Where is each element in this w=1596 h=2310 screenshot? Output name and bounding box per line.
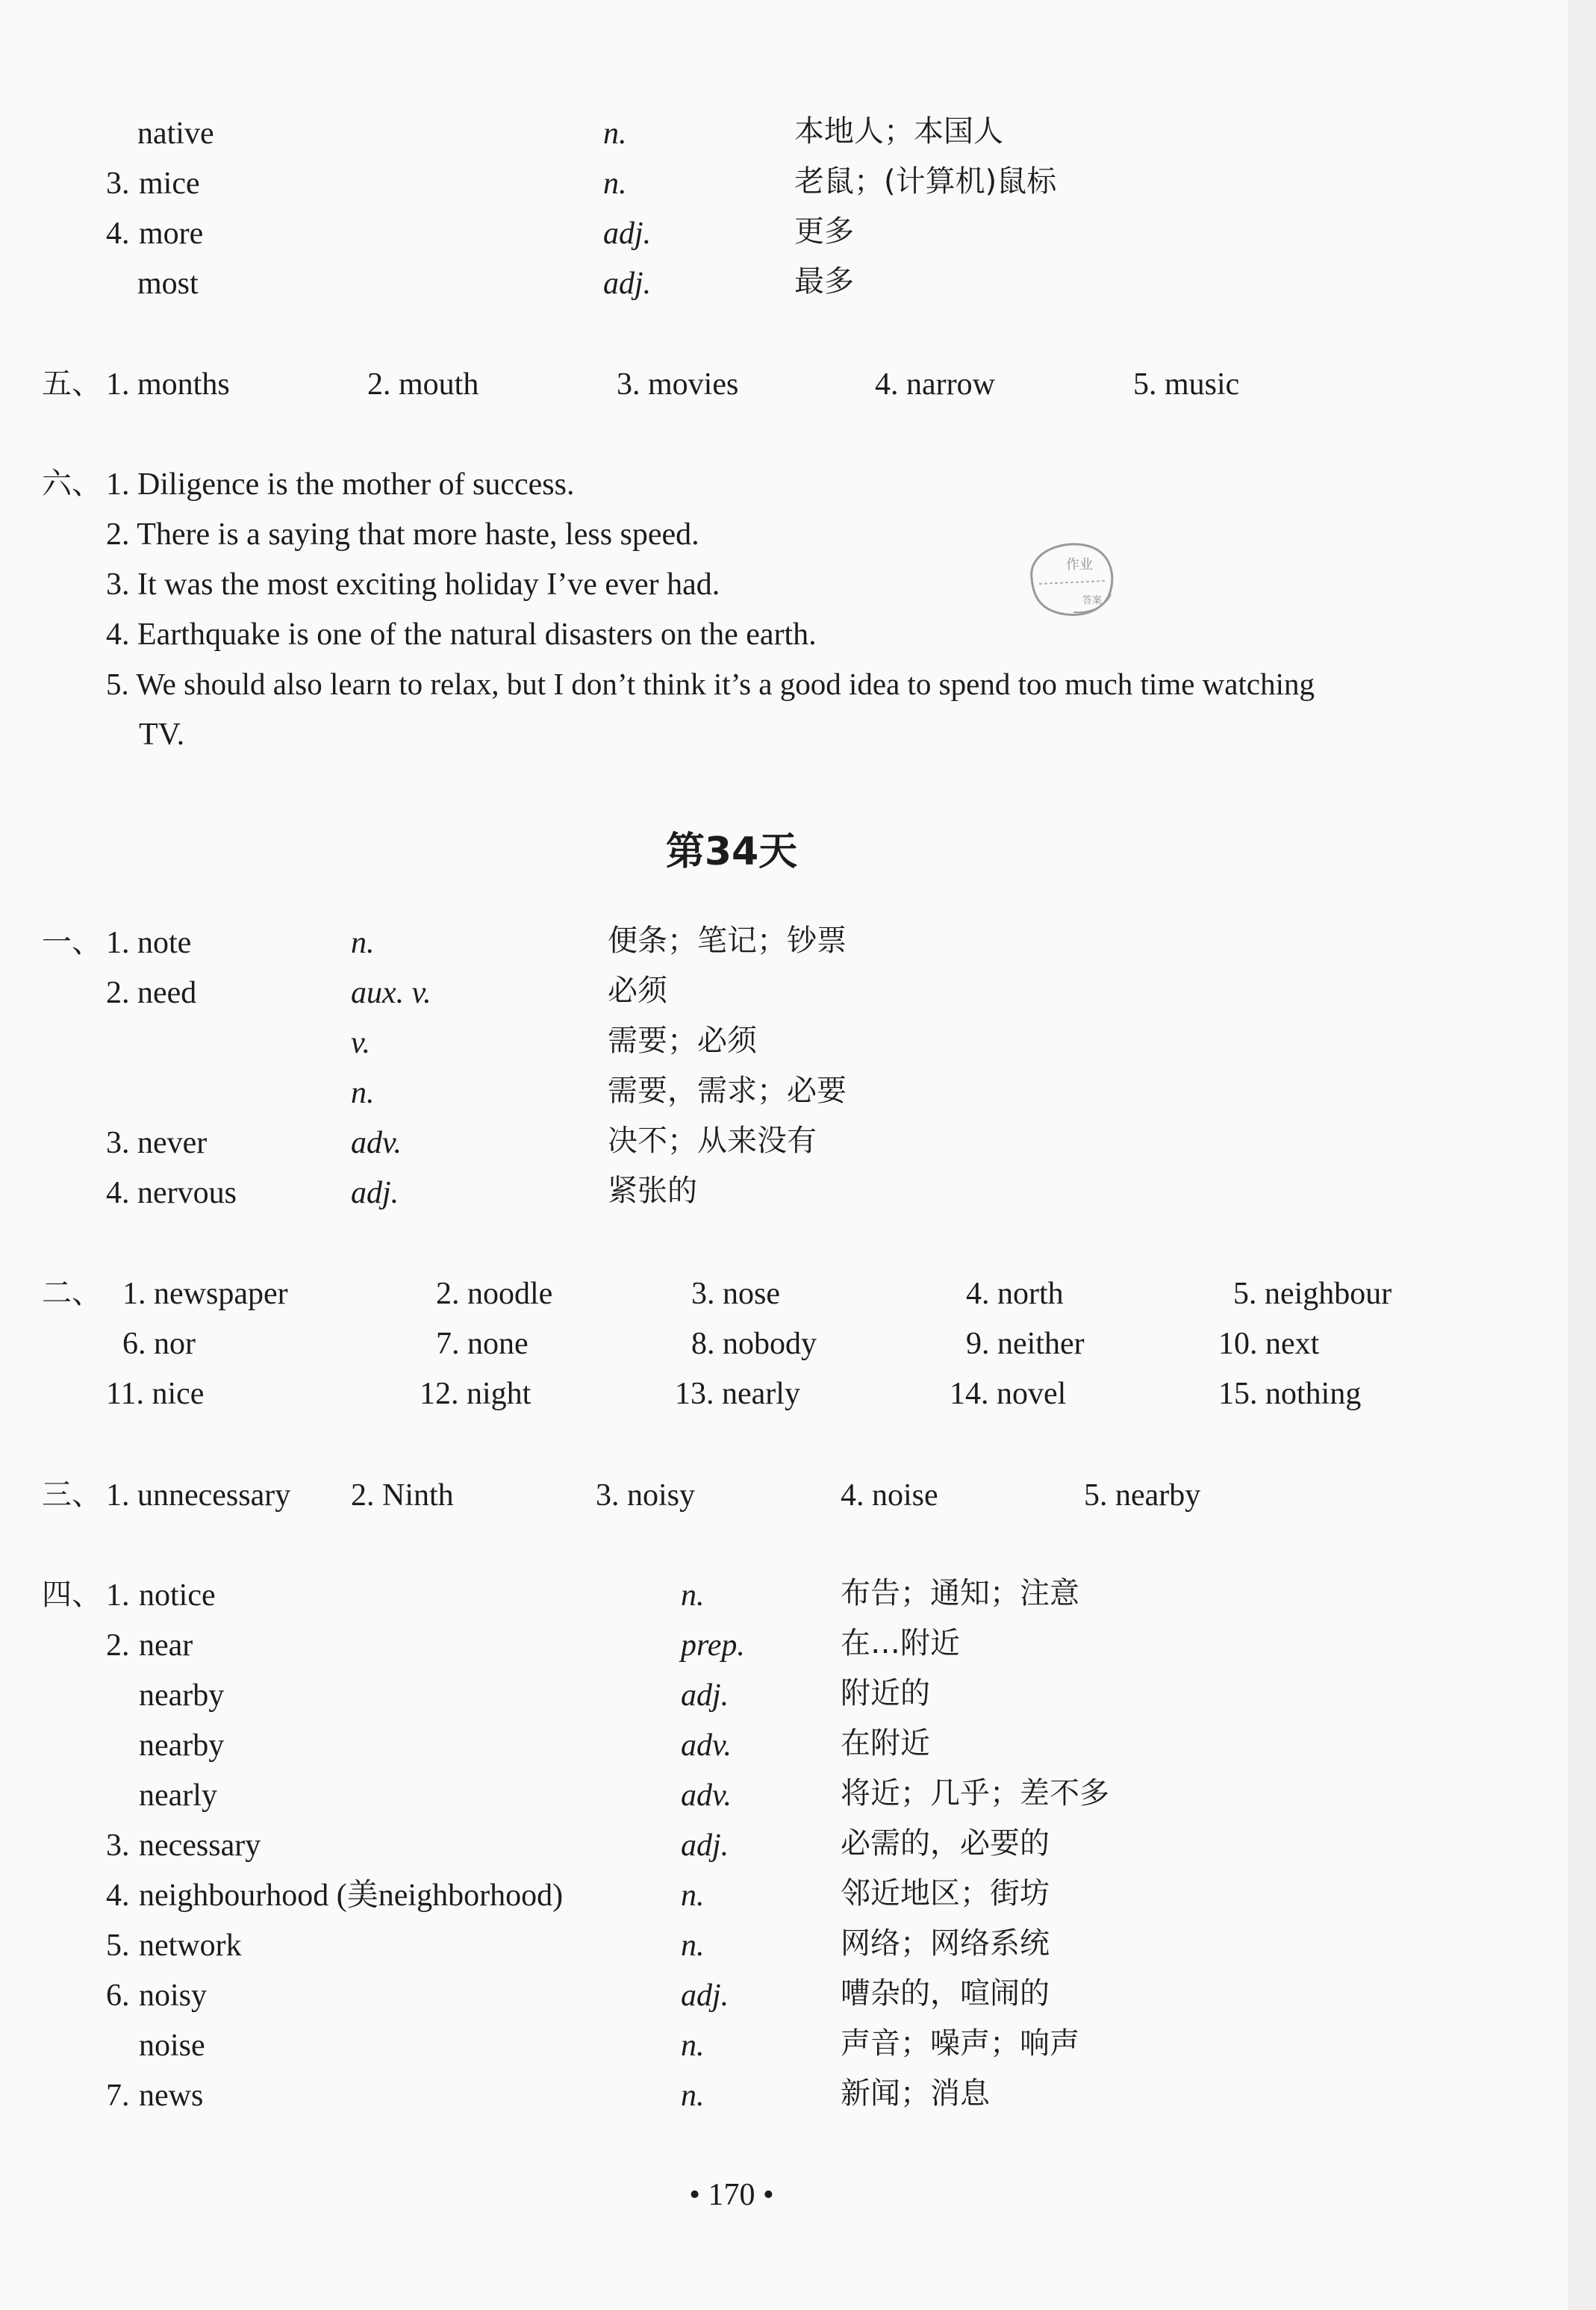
s4-word-8: noisy bbox=[139, 1979, 208, 2013]
s1-pos-4: adv. bbox=[351, 1126, 402, 1160]
s4-num-0: 1. bbox=[106, 1578, 130, 1613]
s2-item-4: 5. neighbour bbox=[1233, 1277, 1392, 1311]
s1-pos-5: adj. bbox=[351, 1176, 399, 1210]
s4-num-1: 2. bbox=[106, 1628, 130, 1663]
s2-item-11: 12. night bbox=[420, 1377, 532, 1411]
s4-num-7: 5. bbox=[106, 1928, 130, 1963]
cont-num-2: 4. bbox=[106, 217, 130, 251]
s2-item-10: 11. nice bbox=[106, 1377, 205, 1411]
s1-word-1: need bbox=[137, 976, 197, 1010]
wu-item-0: 1. months bbox=[106, 367, 230, 402]
s2-item-9: 10. next bbox=[1218, 1327, 1320, 1361]
cont-pos-3: adj. bbox=[603, 267, 652, 301]
liu-sentence-2: 3. It was the most exciting holiday I’ve ever had. bbox=[106, 567, 720, 602]
s4-meaning-3: 在附近 bbox=[841, 1726, 930, 1760]
cont-pos-1: n. bbox=[603, 166, 627, 201]
s4-pos-4: adv. bbox=[681, 1778, 732, 1813]
s3-item-1: 2. Ninth bbox=[351, 1478, 454, 1513]
s4-pos-10: n. bbox=[681, 2079, 705, 2113]
liu-sentence-3: 4. Earthquake is one of the natural disasters on the earth. bbox=[106, 617, 817, 652]
s3-item-3: 4. noise bbox=[841, 1478, 938, 1513]
paper-edge bbox=[1568, 0, 1596, 2310]
s4-word-9: noise bbox=[139, 2029, 205, 2063]
liu-sentence-1: 2. There is a saying that more haste, less speed. bbox=[106, 517, 699, 552]
section-liu-label: 六、 bbox=[42, 467, 102, 501]
s4-meaning-7: 网络；网络系统 bbox=[841, 1926, 1050, 1961]
cont-meaning-0: 本地人；本国人 bbox=[794, 114, 1003, 149]
cont-word-2: more bbox=[139, 217, 204, 251]
cont-word-0: native bbox=[137, 116, 214, 151]
s1-meaning-1: 必须 bbox=[608, 974, 667, 1008]
s1-meaning-0: 便条；笔记；钞票 bbox=[608, 924, 847, 958]
s1-meaning-3: 需要，需求；必要 bbox=[608, 1074, 847, 1108]
s3-item-2: 3. noisy bbox=[596, 1478, 696, 1513]
s1-meaning-2: 需要；必须 bbox=[608, 1024, 757, 1058]
s4-word-6: neighbourhood (美neighborhood) bbox=[139, 1878, 564, 1913]
s4-pos-7: n. bbox=[681, 1928, 705, 1963]
s4-meaning-0: 布告；通知；注意 bbox=[841, 1576, 1079, 1610]
s1-num-0: 1. bbox=[106, 926, 130, 960]
s4-meaning-10: 新闻；消息 bbox=[841, 2076, 990, 2111]
s4-word-5: necessary bbox=[139, 1828, 261, 1863]
wu-item-4: 5. music bbox=[1133, 367, 1240, 402]
s4-num-8: 6. bbox=[106, 1979, 130, 2013]
s4-pos-0: n. bbox=[681, 1578, 705, 1613]
s2-item-1: 2. noodle bbox=[436, 1277, 553, 1311]
s2-item-14: 15. nothing bbox=[1218, 1377, 1362, 1411]
s2-label: 二、 bbox=[42, 1276, 102, 1310]
wu-item-2: 3. movies bbox=[617, 367, 739, 402]
s1-meaning-5: 紧张的 bbox=[608, 1174, 697, 1208]
s4-word-2: nearby bbox=[139, 1678, 225, 1713]
wu-item-1: 2. mouth bbox=[367, 367, 479, 402]
s4-meaning-2: 附近的 bbox=[841, 1676, 930, 1710]
cont-meaning-1: 老鼠；(计算机)鼠标 bbox=[794, 164, 1057, 199]
s1-pos-2: v. bbox=[351, 1026, 371, 1060]
cont-num-1: 3. bbox=[106, 166, 130, 201]
s2-item-6: 7. none bbox=[436, 1327, 529, 1361]
s1-pos-3: n. bbox=[351, 1076, 375, 1110]
cont-meaning-2: 更多 bbox=[794, 214, 854, 249]
s4-pos-5: adj. bbox=[681, 1828, 729, 1863]
s4-num-10: 7. bbox=[106, 2079, 130, 2113]
stamp-text-top: 作业 bbox=[1066, 557, 1093, 573]
s4-pos-6: n. bbox=[681, 1878, 705, 1913]
s4-num-5: 3. bbox=[106, 1828, 130, 1863]
s4-word-10: news bbox=[139, 2079, 204, 2113]
page-number: • 170 • bbox=[689, 2178, 774, 2212]
s4-word-0: notice bbox=[139, 1578, 216, 1613]
s4-pos-1: prep. bbox=[681, 1628, 745, 1663]
s1-num-1: 2. bbox=[106, 976, 130, 1010]
s3-label: 三、 bbox=[42, 1478, 102, 1512]
section-wu-label: 五、 bbox=[42, 367, 102, 401]
s4-pos-3: adv. bbox=[681, 1728, 732, 1763]
s4-word-7: network bbox=[139, 1928, 242, 1963]
s2-item-3: 4. north bbox=[966, 1277, 1064, 1311]
cont-word-3: most bbox=[137, 267, 199, 301]
cont-meaning-3: 最多 bbox=[794, 264, 854, 299]
s4-meaning-9: 声音；噪声；响声 bbox=[841, 2026, 1079, 2061]
liu-sentence-0: 1. Diligence is the mother of success. bbox=[106, 467, 575, 502]
wu-item-3: 4. narrow bbox=[875, 367, 995, 402]
s1-num-4: 3. bbox=[106, 1126, 130, 1160]
s1-label: 一、 bbox=[42, 925, 102, 959]
liu-sentence-4: 5. We should also learn to relax, but I don’t think it’s a good idea to spend too much time watching bbox=[106, 667, 1315, 701]
s2-item-5: 6. nor bbox=[122, 1327, 196, 1361]
s1-word-4: never bbox=[137, 1126, 208, 1160]
s1-word-0: note bbox=[137, 926, 192, 960]
s4-word-1: near bbox=[139, 1628, 193, 1663]
cont-pos-2: adj. bbox=[603, 217, 652, 251]
cont-word-1: mice bbox=[139, 166, 200, 201]
s4-meaning-6: 邻近地区；街坊 bbox=[841, 1876, 1050, 1911]
s2-item-7: 8. nobody bbox=[691, 1327, 817, 1361]
s1-pos-1: aux. v. bbox=[351, 976, 431, 1010]
s1-pos-0: n. bbox=[351, 926, 375, 960]
liu-sentence-4-cont: TV. bbox=[139, 717, 185, 752]
day-title: 第34天 bbox=[665, 829, 798, 874]
s3-item-4: 5. nearby bbox=[1084, 1478, 1201, 1513]
watermark-stamp bbox=[1021, 538, 1120, 620]
s2-item-0: 1. newspaper bbox=[122, 1277, 288, 1311]
s3-item-0: 1. unnecessary bbox=[106, 1478, 291, 1513]
s2-item-2: 3. nose bbox=[691, 1277, 780, 1311]
cont-pos-0: n. bbox=[603, 116, 627, 151]
s4-pos-8: adj. bbox=[681, 1979, 729, 2013]
s1-num-5: 4. bbox=[106, 1176, 130, 1210]
s2-item-8: 9. neither bbox=[966, 1327, 1085, 1361]
s2-item-12: 13. nearly bbox=[675, 1377, 800, 1411]
s4-label: 四、 bbox=[42, 1578, 102, 1612]
s4-pos-2: adj. bbox=[681, 1678, 729, 1713]
s4-meaning-4: 将近；几乎；差不多 bbox=[841, 1776, 1109, 1811]
s4-word-4: nearly bbox=[139, 1778, 217, 1813]
stamp-text-bottom: 答案 bbox=[1082, 595, 1103, 606]
s4-pos-9: n. bbox=[681, 2029, 705, 2063]
s4-meaning-1: 在…附近 bbox=[841, 1626, 960, 1660]
s1-word-5: nervous bbox=[137, 1176, 237, 1210]
s4-num-6: 4. bbox=[106, 1878, 130, 1913]
s2-item-13: 14. novel bbox=[950, 1377, 1067, 1411]
s1-meaning-4: 决不；从来没有 bbox=[608, 1124, 817, 1158]
s4-meaning-5: 必需的，必要的 bbox=[841, 1826, 1050, 1861]
s4-meaning-8: 嘈杂的，喧闹的 bbox=[841, 1976, 1050, 2011]
s4-word-3: nearby bbox=[139, 1728, 225, 1763]
